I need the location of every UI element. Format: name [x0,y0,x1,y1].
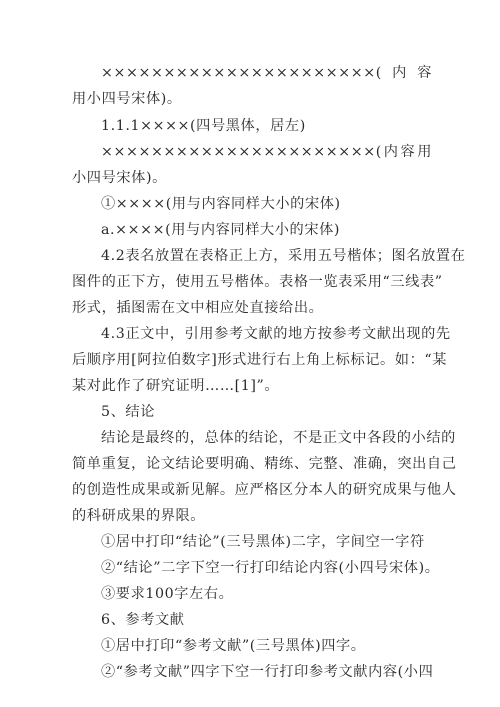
conclusion-rule-1: ①居中打印“结论”(三号黑体)二字，字间空一字符 [101,534,425,550]
paragraph-4-3-line-2: 后顺序用[阿拉伯数字]形式进行右上角上标标记。如：“某 [72,352,448,368]
list-item-circled-1: ①××××(用与内容同样大小的宋体) [101,196,341,212]
references-rule-1: ①居中打印“参考文献”(三号黑体)四字。 [101,638,366,654]
conclusion-paragraph-line-2: 简单重复，论文结论要明确、精练、完整、准确，突出自己 [72,456,457,472]
placeholder-content-line-cont: 小四号宋体)。 [72,170,167,186]
paragraph-4-2-line-2: 图件的正下方，使用五号楷体。表格一览表采用“三线表” [72,274,443,290]
conclusion-rule-3: ③要求100字左右。 [101,586,234,602]
conclusion-paragraph-line-1: 结论是最终的，总体的结论，不是正文中各段的小结的 [101,430,456,446]
section-heading-references: 6、参考文献 [101,612,185,628]
paragraph-4-2-line-3: 形式，插图需在文中相应处直接给出。 [72,300,324,316]
conclusion-paragraph-line-3: 的创造性成果或新见解。应严格区分本人的研究成果与他人 [72,482,457,498]
section-heading-conclusion: 5、结论 [101,404,155,420]
placeholder-content-line: ××××××××××××××××××××××(内容 [101,65,432,81]
references-rule-2: ②“参考文献”四字下空一行打印参考文献内容(小四 [101,664,434,680]
paragraph-4-2-line-1: 4.2表名放置在表格正上方，采用五号楷体；图名放置在 [101,248,466,264]
conclusion-rule-2: ②“结论”二字下空一行打印结论内容(小四号宋体)。 [101,560,440,576]
placeholder-content-line: ××××××××××××××××××××××(内容用 [101,144,432,160]
subheading-1-1-1: 1.1.1××××(四号黑体，居左) [101,118,306,134]
paragraph-4-3-line-1: 4.3正文中，引用参考文献的地方按参考文献出现的先 [101,326,451,342]
placeholder-content-line-cont: 用小四号宋体)。 [72,91,182,107]
conclusion-paragraph-line-4: 的科研成果的界限。 [72,508,206,524]
paragraph-4-3-line-3: 某对此作了研究证明……[1]”。 [72,378,280,394]
list-item-a: a.××××(用与内容同样大小的宋体) [101,222,341,238]
